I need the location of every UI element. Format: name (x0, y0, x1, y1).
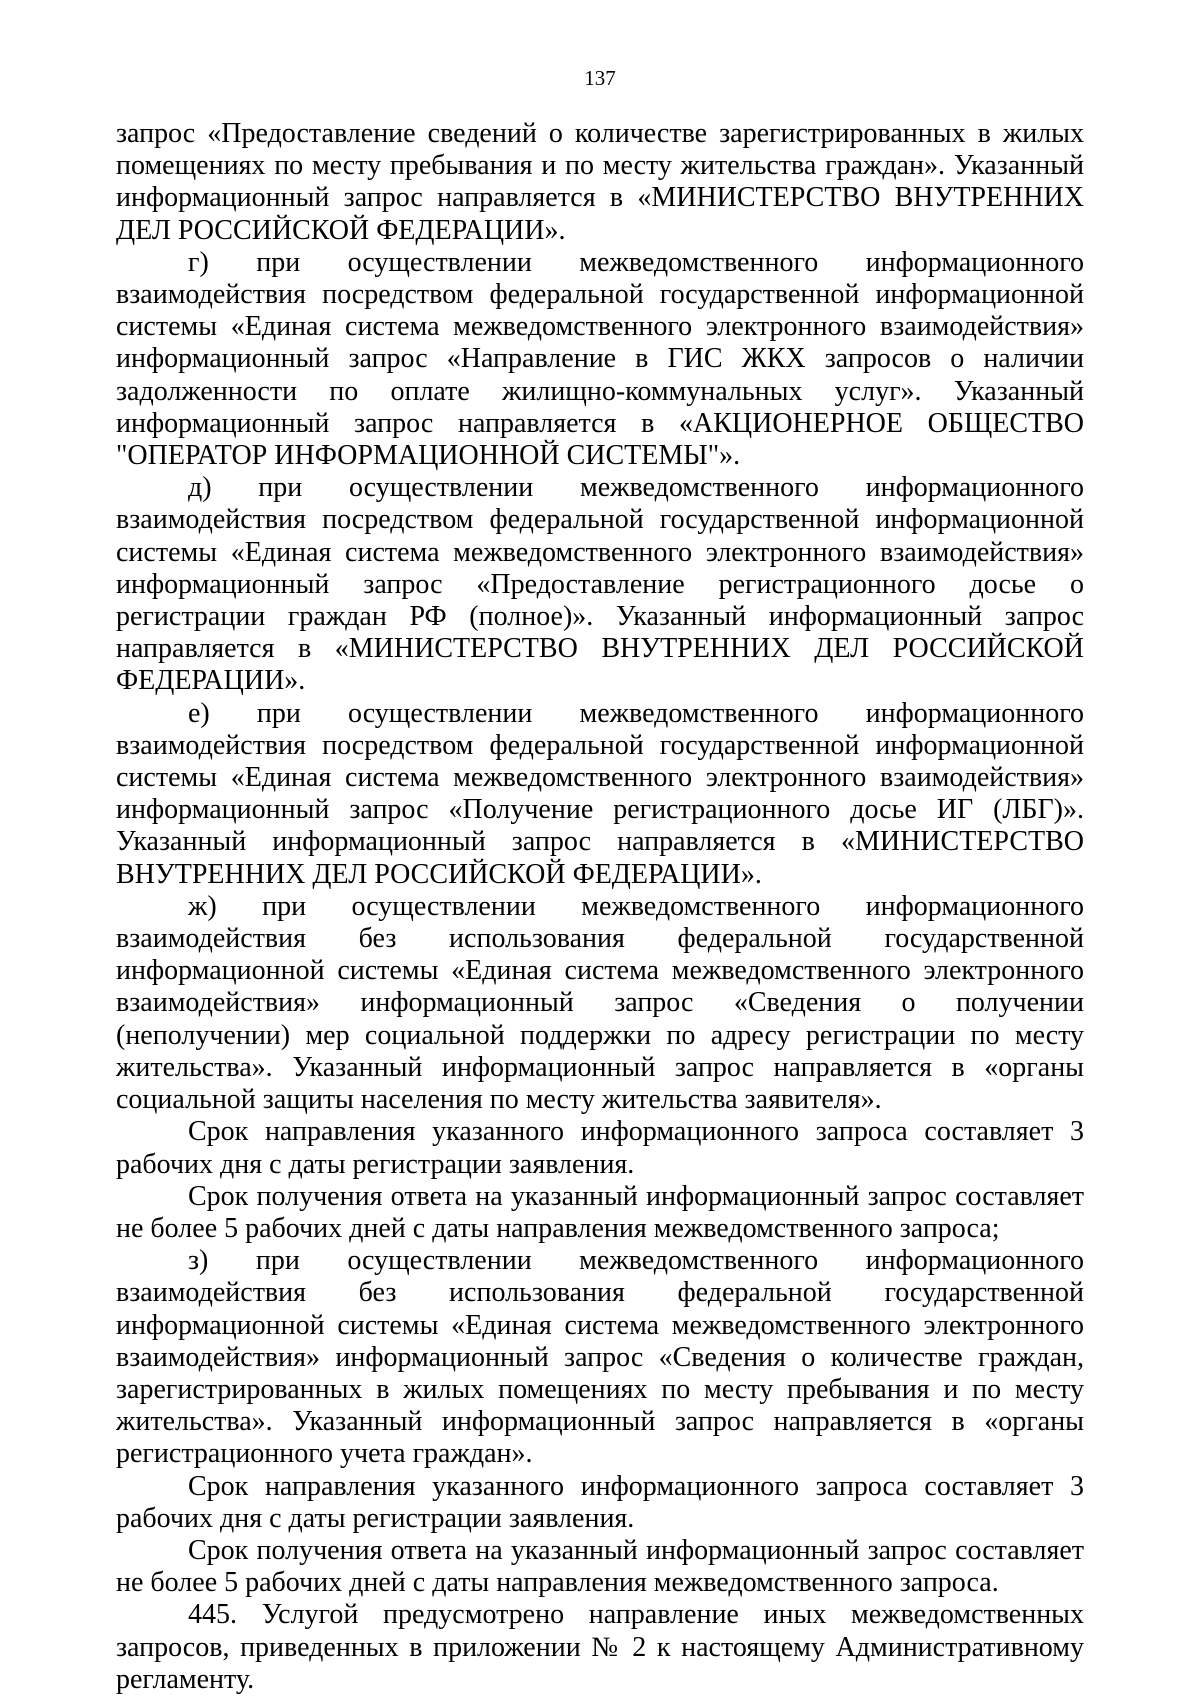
paragraph-deadline-response-1: Срок получения ответа на указанный информационный запрос составляет не более 5 рабочих дней с даты направления межведомственного запроса; (116, 1180, 1084, 1244)
paragraph-item-z: з) при осуществлении межведомственного информационного взаимодействия без использования федеральной государственной информационной системы «Единая система межведомственного электронного взаимодействия» информационный запрос «Сведения о количестве граждан, зарегистрированных в жилых помещениях по месту пребывания и по месту жительства». Указанный информационный запрос направляется в «органы регистрационного учета граждан». (116, 1245, 1084, 1470)
paragraph-item-e: е) при осуществлении межведомственного информационного взаимодействия посредством федеральной государственной информационной системы «Единая система межведомственного электронного взаимодействия» информационный запрос «Получение регистрационного досье ИГ (ЛБГ)». Указанный информационный запрос направляется в «МИНИСТЕРСТВО ВНУТРЕННИХ ДЕЛ РОССИЙСКОЙ ФЕДЕРАЦИИ». (116, 697, 1084, 890)
paragraph-445: 445. Услугой предусмотрено направление иных межведомственных запросов, приведенных в приложении № 2 к настоящему Административному регламенту. (116, 1599, 1084, 1695)
paragraph-continuation: запрос «Предоставление сведений о количестве зарегистрированных в жилых помещениях по месту пребывания и по месту жительства граждан». Указанный информационный запрос направляется в «МИНИСТЕРСТВО ВНУТРЕННИХ ДЕЛ РОССИЙСКОЙ ФЕДЕРАЦИИ». (116, 118, 1084, 246)
paragraph-item-g: г) при осуществлении межведомственного информационного взаимодействия посредством федеральной государственной информационной системы «Единая система межведомственного электронного взаимодействия» информационный запрос «Направление в ГИС ЖКХ запросов о наличии задолженности по оплате жилищно-коммунальных услуг». Указанный информационный запрос направляется в «АКЦИОНЕРНОЕ ОБЩЕСТВО "ОПЕРАТОР ИНФОРМАЦИОННОЙ СИСТЕМЫ"». (116, 246, 1084, 472)
document-body (116, 118, 1084, 1696)
paragraph-deadline-send-1: Срок направления указанного информационного запроса составляет 3 рабочих дня с даты регистрации заявления. (116, 1116, 1084, 1180)
page-number: 137 (584, 66, 616, 90)
paragraph-deadline-send-2: Срок направления указанного информационного запроса составляет 3 рабочих дня с даты регистрации заявления. (116, 1470, 1084, 1534)
paragraph-deadline-response-2: Срок получения ответа на указанный информационный запрос составляет не более 5 рабочих дней с даты направления межведомственного запроса. (116, 1534, 1084, 1599)
paragraph-item-d: д) при осуществлении межведомственного информационного взаимодействия посредством федеральной государственной информационной системы «Единая система межведомственного электронного взаимодействия» информационный запрос «Предоставление регистрационного досье о регистрации граждан РФ (полное)». Указанный информационный запрос направляется в «МИНИСТЕРСТВО ВНУТРЕННИХ ДЕЛ РОССИЙСКОЙ ФЕДЕРАЦИИ». (116, 472, 1084, 697)
paragraph-item-zh: ж) при осуществлении межведомственного информационного взаимодействия без использования федеральной государственной информационной системы «Единая система межведомственного электронного взаимодействия» информационный запрос «Сведения о получении (неполучении) мер социальной поддержки по адресу регистрации по месту жительства». Указанный информационный запрос направляется в «органы социальной защиты населения по месту жительства заявителя». (116, 890, 1084, 1116)
